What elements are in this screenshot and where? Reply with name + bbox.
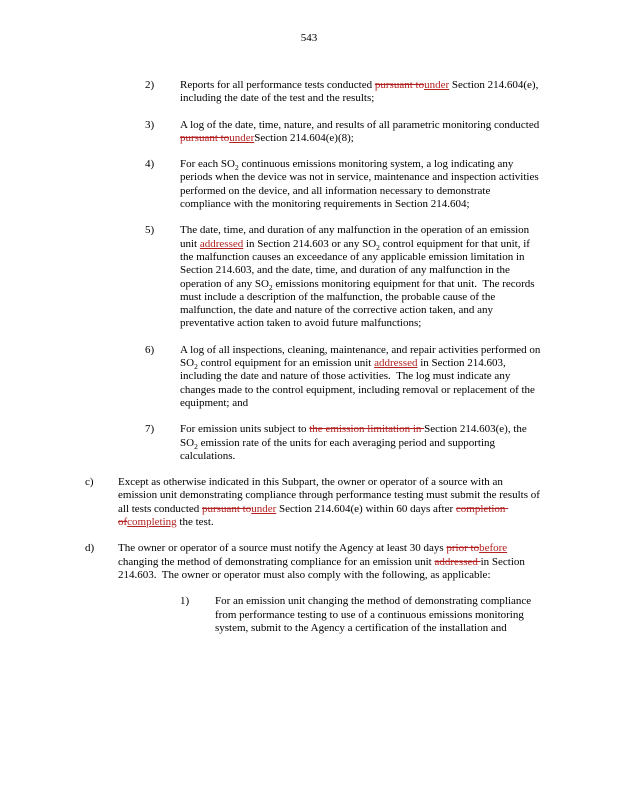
item-text [118,542,542,582]
deleted-text: the emission limitation in [309,423,425,436]
item-label: 5) [145,224,155,237]
list-item [0,423,618,463]
deleted-text: pursuant to [374,79,425,91]
item-text [180,224,542,330]
body-text: control equipment for an emission unit [197,357,375,370]
list-item [0,119,618,146]
list-item [0,344,618,410]
body-text: Reports for all performance tests conducted [180,79,375,91]
item-label: 3) [145,118,155,131]
page-number: 543 [300,32,318,44]
subscript-text: 2 [194,441,198,451]
body-text: Section 214.603(e), the SO [180,423,530,449]
body-text: control equipment for that unit, if the malfunction causes an exceedance of any applicable emission limitation in Section 214.603, and the date, time, and duration of any malfunction in the operation of any SO [180,237,533,290]
inserted-text: under [424,79,450,91]
body-text: For an emission unit changing the method of demonstrating compliance from performance testing to use of a continuous emissions monitoring system, submit to the Agency a certification of the installation and [215,595,534,634]
body-text: For each SO [180,158,235,171]
list-item [0,476,618,529]
item-label: 7) [145,423,155,436]
subscript-text: 2 [235,163,239,173]
item-label: 6) [145,343,155,356]
body-text: Section 214.604(e)(8); [254,131,354,144]
item-label: c) [85,476,94,489]
list-item [0,542,618,582]
item-text [180,119,542,146]
body-text: The owner or operator of a source must notify the Agency at least 30 days [118,542,447,555]
list-item [0,595,618,635]
inserted-text: under [229,131,255,144]
body-text: changing the method of demonstrating compliance for an emission unit [118,542,510,568]
item-label: 4) [145,158,155,171]
inserted-text: addressed [374,357,418,370]
document-body [0,79,618,648]
item-text [118,476,542,529]
list-item [0,79,618,106]
item-text [215,595,542,635]
item-label: 2) [145,79,155,91]
deleted-text: completion of [118,502,509,529]
item-label: d) [85,542,95,555]
subscript-text: 2 [194,362,198,372]
body-text: Except as otherwise indicated in this Subpart, the owner or operator of a source with an emission unit demonstrating compliance through performance testing must submit the results of all tests conducted [118,476,543,515]
item-text [180,344,542,410]
body-text: the test. [176,516,214,529]
body-text: The date, time, and duration of any malfunction in the operation of an emission unit [180,224,532,250]
body-text: emissions monitoring equipment for that unit. The records must include a description of the malfunction, the probable cause of the malfunction, the date and nature of the corrective action taken, and any preventative action taken to avoid future malfunctions; [180,277,538,330]
body-text: emission rate of the units for each averaging period and supporting calculations. [180,436,498,462]
body-text: Section 214.604(e), including the date of the test and the results; [180,79,542,105]
list-item [0,158,618,211]
body-text: A log of the date, time, nature, and results of all parametric monitoring conducted [180,118,542,131]
body-text: in Section 214.603 or any SO [243,237,377,250]
subscript-text: 2 [268,282,273,292]
inserted-text: addressed [199,237,244,250]
inserted-text: completing [127,516,177,529]
inserted-text: before [479,542,508,555]
deleted-text: pursuant to [180,131,230,144]
item-text [180,79,542,106]
subscript-text: 2 [376,242,380,252]
body-text: For emission units subject to [180,423,310,436]
body-text: in Section 214.603. The owner or operator must also comply with the following, as applicable: [118,555,528,581]
deleted-text: pursuant to [202,502,252,515]
list-item [0,224,618,330]
body-text: Section 214.604(e) within 60 days after [276,502,456,515]
body-text: A log of all inspections, cleaning, maintenance, and repair activities performed on SO [180,343,544,370]
item-text [180,423,542,463]
body-text: in Section 214.603, including the date and nature of those activities. The log must indicate any changes made to the control equipment, including removal or replacement of the equipment; and [180,357,538,409]
inserted-text: under [251,502,277,515]
deleted-text: prior to [446,542,480,555]
deleted-text: addressed [434,555,481,568]
item-label: 1) [180,595,190,608]
body-text: continuous emissions monitoring system, a log indicating any periods when the device was not in service, maintenance and inspection activities performed on the device, and all information necessary to demonstrate compliance with the monitoring requirements in Section 214.604; [180,158,542,211]
item-text [180,158,542,211]
